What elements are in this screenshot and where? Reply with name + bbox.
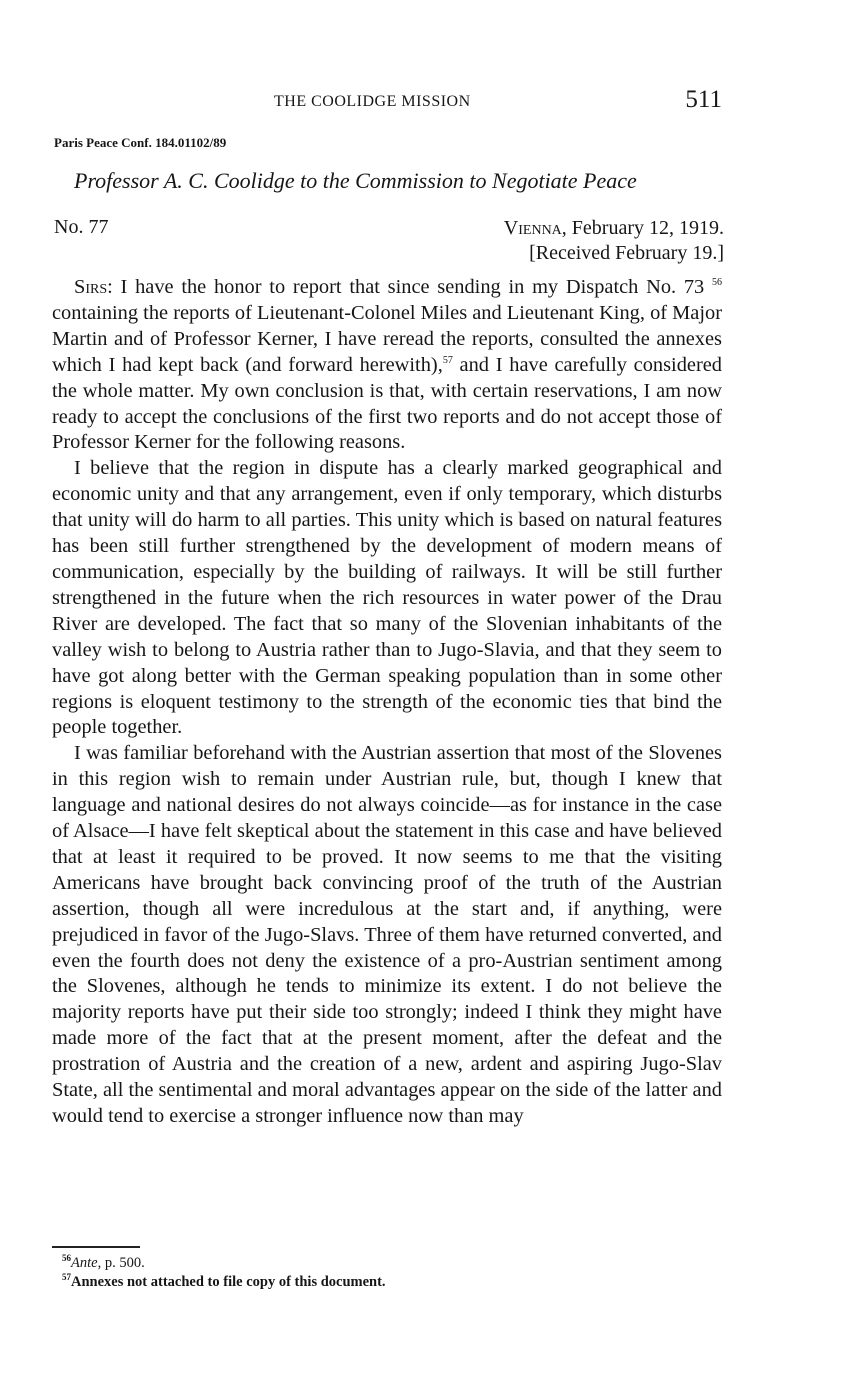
footnote-57 (62, 1273, 386, 1292)
footnote-text: Annexes not attached to file copy of this document. (71, 1274, 386, 1290)
dateline-received: [Received February 19.] (529, 242, 724, 264)
footnotes (62, 1254, 386, 1292)
dateline (504, 216, 724, 266)
running-head (52, 86, 722, 120)
paragraph-1-part-a: : I have the honor to report that since sending in my Dispatch No. 73 (107, 276, 712, 298)
running-title: THE COOLIDGE MISSION (274, 93, 471, 110)
footnote-rule (52, 1246, 140, 1248)
file-reference: Paris Peace Conf. 184.01102/89 (54, 135, 227, 150)
paragraph-3: I was familiar beforehand with the Austrian assertion that most of the Slovenes in this region wish to remain under Austrian rule, but, though I knew that language and national desires do not always coincide—as for instance in the case of Alsace—I have felt skeptical about the statement in this case and have believed that at least it required to be proved. It now seems to me that the visiting Americans have brought back convincing proof of the truth of the Austrian assertion, though all were incredulous at the start and, if anything, were prejudiced in favor of the Jugo-Slavs. Three of them have returned converted, and even the fourth does not deny the existence of a pro-Austrian sentiment among the Slovenes, although he tends to minimize its extent. I do not believe the majority reports have put their side too strongly; indeed I think they might have made more of the fact that at the present moment, after the defeat and the prostration of Austria and the creation of a new, ardent and aspiring Jugo-Slav State, all the sentimental and moral advantages appear on the side of the latter and would tend to exercise a stronger influence now than may (52, 742, 722, 1127)
dispatch-number: No. 77 (54, 216, 109, 238)
page-number: 511 (685, 86, 722, 113)
letter-body (52, 275, 722, 1130)
paragraph-2: I believe that the region in dispute has a clearly marked geographical and economic unity and that any arrangement, even if only temporary, which disturbs that unity will do harm to all parties. This unity which is based on natural features has been still further strengthened by the development of modern means of communication, especially by the building of railways. It will be still further strengthened in the future when the rich resources in water power of the Drau River are developed. The fact that so many of the Slovenian inhabitants of the valley wish to belong to Austria rather than to Jugo-Slavia, and that they seem to have got along better with the German speaking population than in some other regions is eloquent testimony to the strength of the economic ties that bind the people together. (52, 457, 722, 739)
paragraph-1-part-c: and I have carefully considered the whole matter. My own conclusion is that, with certain reservations, I am now ready to accept the conclusions of the first two reports and do not accept those of Professor Kerner for the following reasons. (52, 353, 722, 454)
document-heading: Professor A. C. Coolidge to the Commission to Negotiate Peace (74, 168, 637, 193)
salutation: Sirs (74, 276, 108, 298)
footnote-number: 56 (62, 1253, 71, 1264)
dateline-date: , February 12, 1919. (561, 217, 724, 239)
dateline-date-row (504, 216, 724, 241)
footnote-56 (62, 1254, 386, 1273)
footnote-italic: Ante (71, 1255, 98, 1271)
paragraph-1 (52, 275, 722, 456)
footnote-number: 57 (62, 1272, 71, 1283)
paragraph-1-part-b: containing the reports of Lieutenant-Colonel Miles and Lieutenant King, of Major Martin and of Professor Kerner, I have reread the reports, consulted the annexes which I had kept back (and forward herewith), (52, 301, 722, 376)
footnote-text: , p. 500. (97, 1255, 145, 1271)
footnote-ref-56: 56 (712, 277, 722, 289)
dateline-place: Vienna (503, 217, 562, 239)
footnote-ref-57: 57 (442, 354, 453, 366)
